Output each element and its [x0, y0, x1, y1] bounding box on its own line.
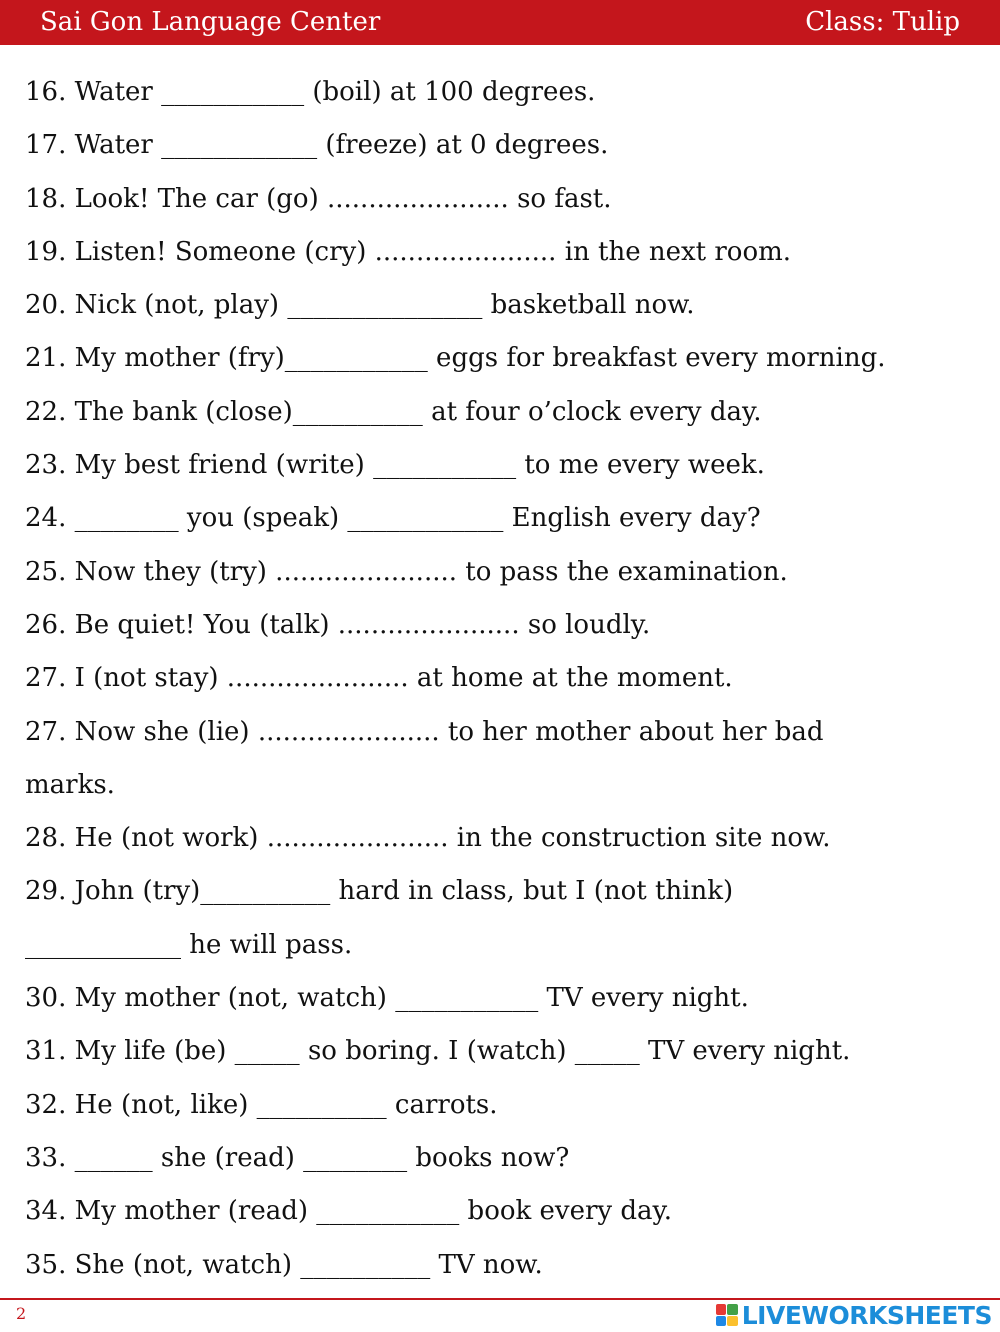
exercise-line: 34. My mother (read) ___________ book every day.: [25, 1196, 673, 1227]
exercise-line: 35. She (not, watch) __________ TV now.: [25, 1249, 543, 1280]
center-name: Sai Gon Language Center: [40, 7, 381, 37]
exercise-line: 22. The bank (close)__________ at four o’clock every day.: [25, 396, 762, 427]
exercise-line: 27. Now she (lie) ...................... to her mother about her bad: [25, 716, 824, 747]
class-name: Class: Tulip: [805, 7, 960, 37]
exercise-line: 16. Water ___________ (boil) at 100 degrees.: [25, 77, 596, 107]
exercise-list: [25, 66, 980, 1292]
exercise-line: marks.: [25, 769, 115, 800]
exercise-line: 27. I (not stay) ...................... at home at the moment.: [25, 663, 733, 694]
exercise-line: 25. Now they (try) ...................... to pass the examination.: [25, 556, 788, 587]
exercise-line: 29. John (try)__________ hard in class, but I (not think): [25, 876, 734, 907]
exercise-line: 24. ________ you (speak) ____________ English every day?: [25, 503, 761, 534]
exercise-line: 30. My mother (not, watch) ___________ TV every night.: [25, 983, 749, 1014]
page-header: [0, 0, 1000, 45]
exercise-line: 33. ______ she (read) ________ books now?: [25, 1142, 570, 1173]
exercise-line: 21. My mother (fry)___________ eggs for breakfast every morning.: [25, 343, 886, 374]
exercise-line: 26. Be quiet! You (talk) ...................... so loudly.: [25, 609, 651, 640]
page-number: 2: [16, 1304, 27, 1323]
watermark-text: LIVEWORKSHEETS: [741, 1300, 992, 1330]
exercise-line: 23. My best friend (write) ___________ to me every week.: [25, 450, 765, 481]
liveworksheets-watermark: [716, 1302, 992, 1328]
exercise-line: 32. He (not, like) __________ carrots.: [25, 1089, 498, 1120]
exercise-line: ____________ he will pass.: [25, 929, 353, 960]
exercise-line: 31. My life (be) _____ so boring. I (watch) _____ TV every night.: [25, 1036, 851, 1067]
liveworksheets-logo-icon: [716, 1304, 738, 1326]
exercise-line: 17. Water ____________ (freeze) at 0 degrees.: [25, 130, 609, 161]
exercise-line: 19. Listen! Someone (cry) ...................... in the next room.: [25, 236, 792, 267]
exercise-line: 20. Nick (not, play) _______________ basketball now.: [25, 290, 695, 321]
exercise-line: 18. Look! The car (go) ...................... so fast.: [25, 183, 612, 214]
exercise-line: 28. He (not work) ...................... in the construction site now.: [25, 823, 831, 854]
